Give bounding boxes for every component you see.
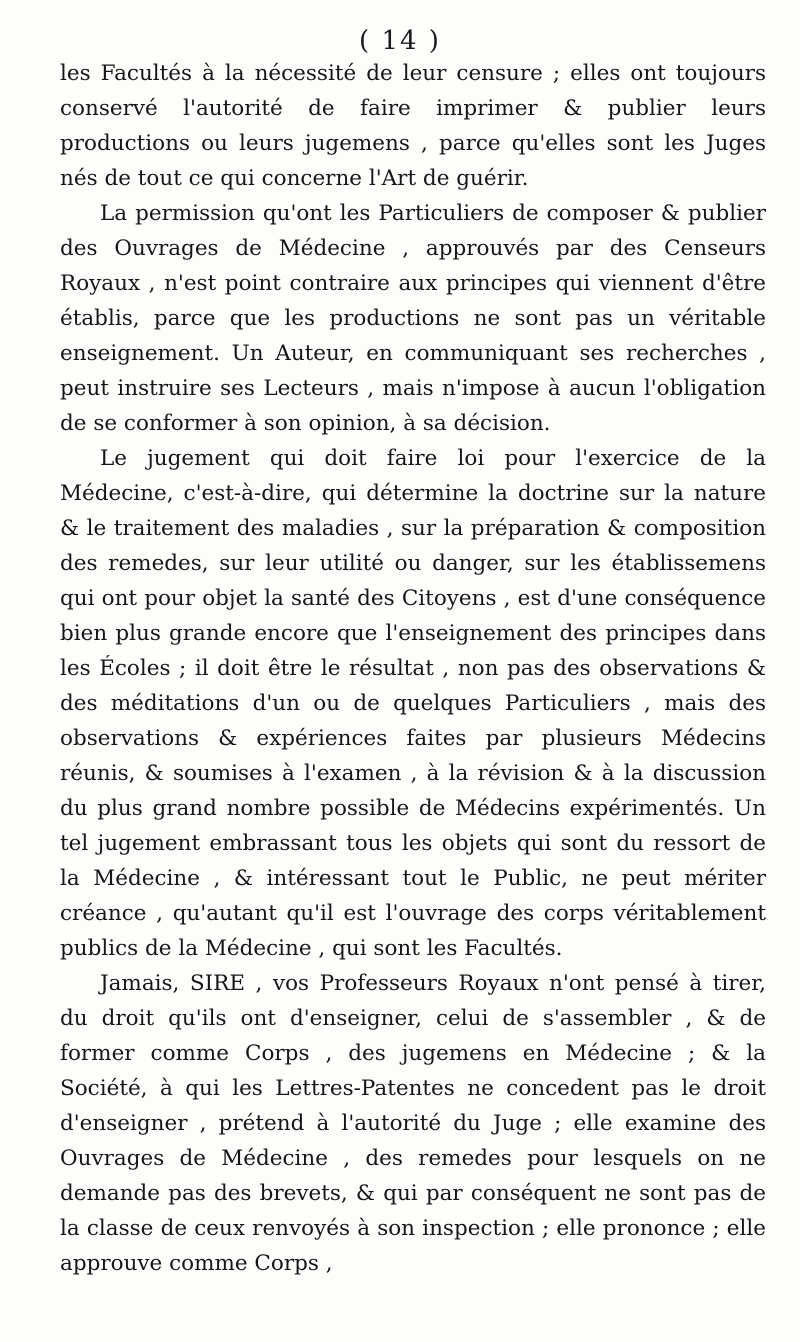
page-number: ( 14 ) <box>359 26 441 56</box>
paragraph-1: les Facultés à la nécessité de leur censure ; elles ont toujours conservé l'autorité de faire imprimer & publier leurs productions ou leurs jugemens , parce qu'elles sont les Juges nés de tout ce qui concerne l'Art de guérir. <box>60 61 766 191</box>
paragraph-4: Jamais, SIRE , vos Professeurs Royaux n'ont pensé à tirer, du droit qu'ils ont d'enseigner, celui de s'assembler , & de former comme Corps , des jugemens en Médecine ; & la Société, à qui les Lettres-Patentes ne concedent pas le droit d'enseigner , prétend à l'autorité du Juge ; elle examine des Ouvrages de Médecine , des remedes pour lesquels on ne demande pas des brevets, & qui par conséquent ne sont pas de la classe de ceux renvoyés à son inspection ; elle prononce ; elle approuve comme Corps , <box>60 971 766 1276</box>
paragraph-3: Le jugement qui doit faire loi pour l'exercice de la Médecine, c'est-à-dire, qui détermine la doctrine sur la nature & le traitement des maladies , sur la préparation & composition des remedes, sur leur utilité ou danger, sur les établissemens qui ont pour objet la santé des Citoyens , est d'une conséquence bien plus grande encore que l'enseignement des principes dans les Écoles ; il doit être le résultat , non pas des observations & des méditations d'un ou de quelques Particuliers , mais des observations & expériences faites par plusieurs Médecins réunis, & soumises à l'examen , à la révision & à la discussion du plus grand nombre possible de Médecins expérimentés. Un tel jugement embrassant tous les objets qui sont du ressort de la Médecine , & intéressant tout le Public, ne peut mériter créance , qu'autant qu'il est l'ouvrage des corps véritablement publics de la Médecine , qui sont les Facultés. <box>60 446 766 961</box>
paragraph-2: La permission qu'ont les Particuliers de composer & publier des Ouvrages de Médecine , approuvés par des Censeurs Royaux , n'est point contraire aux principes qui viennent d'être établis, parce que les productions ne sont pas un véritable enseignement. Un Auteur, en communiquant ses recherches , peut instruire ses Lecteurs , mais n'impose à aucun l'obligation de se conformer à son opinion, à sa décision. <box>60 201 766 436</box>
body-text <box>60 56 766 1281</box>
